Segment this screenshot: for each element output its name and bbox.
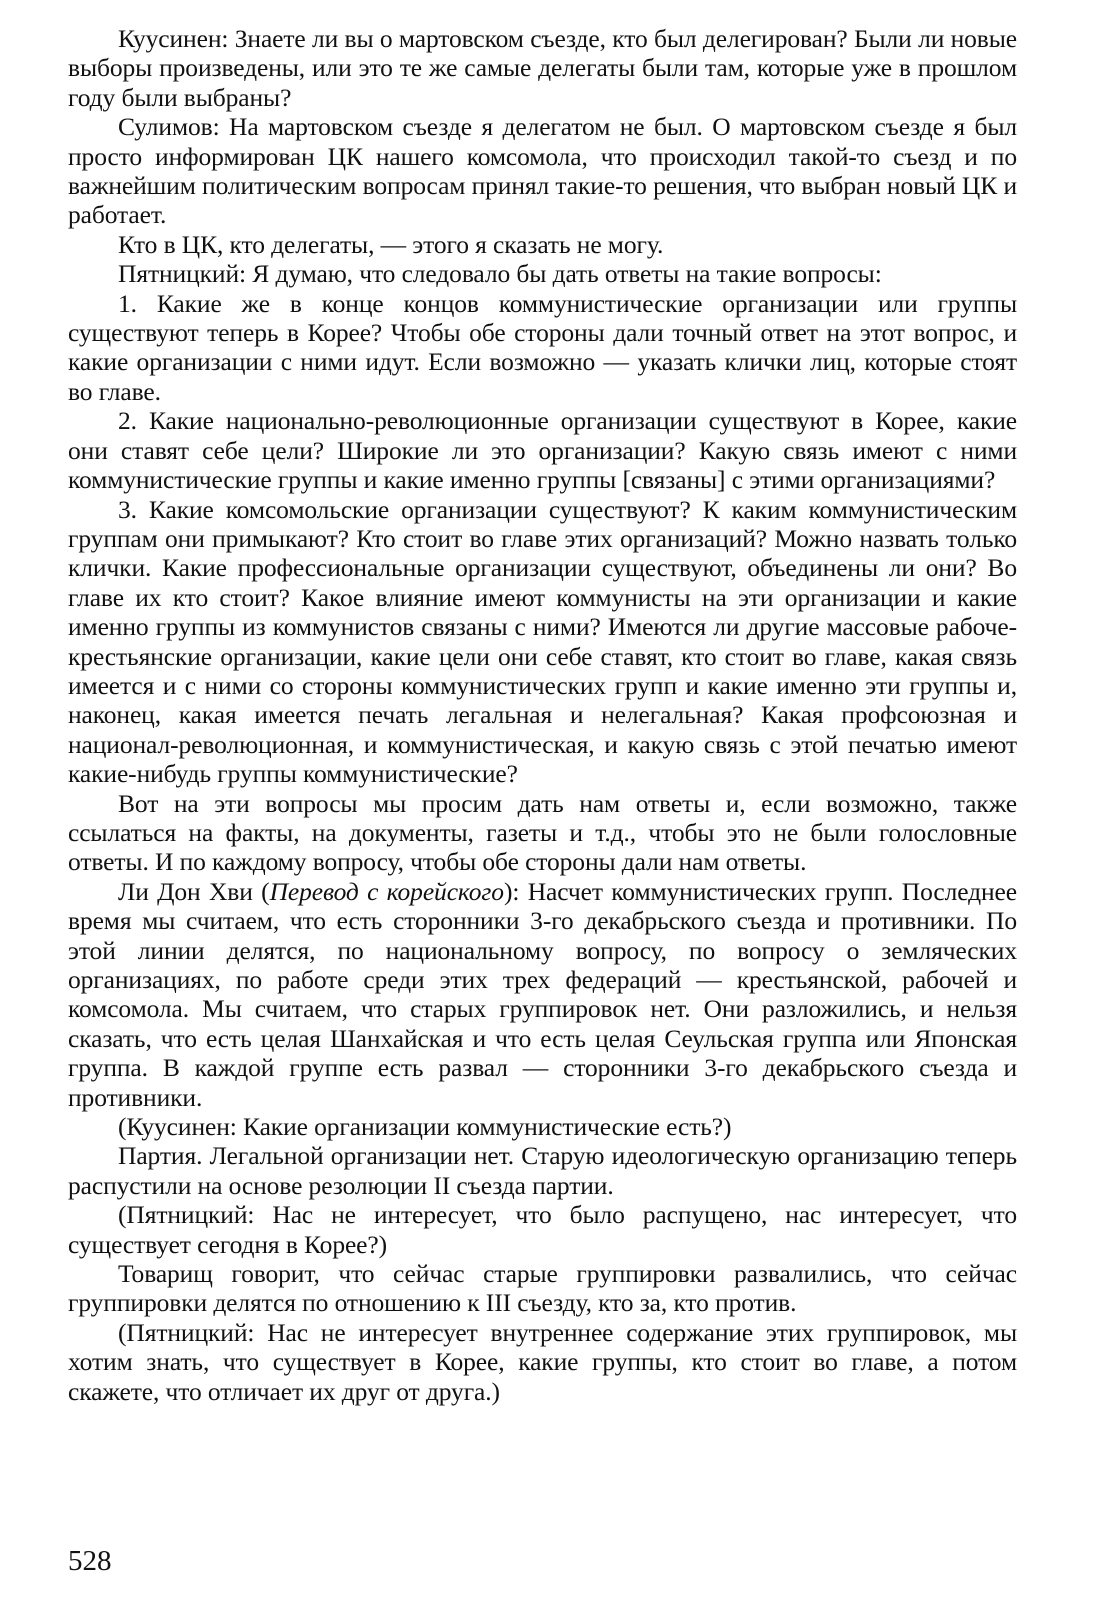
paragraph-comrade-says: Товарищ говорит, что сейчас старые группировки развалились, что сейчас группировки делятся по отношению к III съезду, кто за, кто против.: [68, 1259, 1017, 1318]
paragraph-sulimov-answer: Сулимов: На мартовском съезде я делегатом не был. О мартовском съезде я был просто информирован ЦК нашего комсомола, что происходил такой-то съезд и по важнейшим политическим вопросам принял такие-то решения, что выбран новый ЦК и работает.: [68, 112, 1017, 230]
paragraph-pyatnitsky-interjection-2: (Пятницкий: Нас не интересует внутреннее содержание этих группировок, мы хотим знать, что существует в Корее, какие группы, кто стоит во главе, а потом скажете, что отличает их друг от друга.): [68, 1317, 1017, 1406]
paragraph-request-answers: Вот на эти вопросы мы просим дать нам ответы и, если возможно, также ссылаться на факты, на документы, газеты и т.д., чтобы это не были голословные ответы. И по каждому вопросу, чтобы обе стороны дали нам ответы.: [68, 788, 1017, 877]
paragraph-party: Партия. Легальной организации нет. Старую идеологическую организацию теперь распустили на основе резолюции II съезда партии.: [68, 1141, 1017, 1200]
paragraph-pyatnitsky-intro: Пятницкий: Я думаю, что следовало бы дать ответы на такие вопросы:: [118, 259, 882, 289]
paragraph-sulimov-cc: Кто в ЦК, кто делегаты, — этого я сказать не могу.: [118, 229, 664, 259]
paragraph-pyatnitsky-interjection-1: (Пятницкий: Нас не интересует, что было распущено, нас интересует, что существует сегодня в Корее?): [68, 1200, 1017, 1259]
speaker-lead: Ли Дон Хви (: [118, 876, 270, 906]
translation-note: Перевод с корейского: [269, 876, 504, 906]
paragraph-question-2: 2. Какие национально-революционные организации существуют в Корее, какие они ставят себе цели? Широкие ли это организации? Какую связь имеют с ними коммунистические группы и какие именно группы [связаны] с этими организациями?: [68, 406, 1017, 495]
page-number: 528: [68, 1545, 112, 1577]
paragraph-kuusinen-question: Куусинен: Знаете ли вы о мартовском съезде, кто был делегирован? Были ли новые выборы произведены, или это те же самые делегаты были там, которые уже в прошлом году были выбраны?: [68, 24, 1017, 112]
paragraph-kuusinen-interjection: (Куусинен: Какие организации коммунистические есть?): [118, 1112, 732, 1142]
page-body: [68, 24, 1017, 1406]
paragraph-question-1: 1. Какие же в конце концов коммунистические организации или группы существуют теперь в Корее? Чтобы обе стороны дали точный ответ на этот вопрос, и какие организации с ними идут. Если возможно — указать клички лиц, которые стоят во главе.: [68, 288, 1017, 406]
paragraph-li-don-hvi: [68, 877, 1017, 1112]
speaker-speech: ): Насчет коммунистических групп. Последнее время мы считаем, что есть сторонники 3-го декабрьского съезда и противники. По этой линии делятся, по национальному вопросу, по вопросу о земляческих организациях, по работе среди этих трех федераций — крестьянской, рабочей и комсомола. Мы считаем, что старых группировок нет. Они разложились, и нельзя сказать, что есть целая Шанхайская и что есть целая Сеульская группа или Японская группа. В каждой группе есть развал — сторонники 3-го декабрьского съезда и противники.: [68, 876, 1017, 1112]
paragraph-question-3: 3. Какие комсомольские организации существуют? К каким коммунистическим группам они примыкают? Кто стоит во главе этих организаций? Можно назвать только клички. Какие профессиональные организации существуют, объединены ли они? Во главе их кто стоит? Какое влияние имеют коммунисты на эти организации и какие именно группы из коммунистов связаны с ними? Имеются ли другие массовые рабоче-крестьянские организации, какие цели они себе ставят, кто стоит во главе, какая связь имеется и с ними со стороны коммунистических групп и какие именно эти группы и, наконец, какая имеется печать легальная и нелегальная? Какая профсоюзная и национал-революционная, и коммунистическая, и какую связь с этой печатью имеют какие-нибудь группы коммунистические?: [68, 494, 1017, 789]
